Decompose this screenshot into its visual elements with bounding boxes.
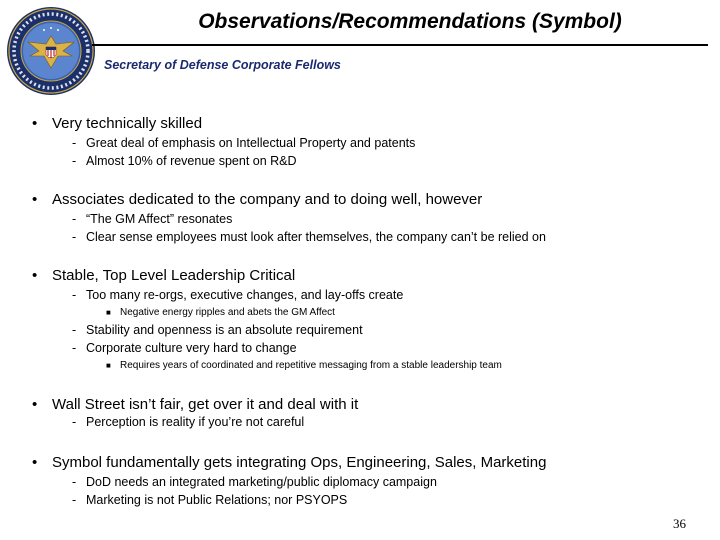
- bullet-text: Marketing is not Public Relations; nor PSYOPS: [86, 493, 348, 507]
- bullet-level3: [106, 307, 335, 318]
- bullet-text: Negative energy ripples and abets the GM Affect: [120, 307, 335, 318]
- bullet-level2: [72, 493, 347, 507]
- slide-title: Observations/Recommendations (Symbol): [198, 10, 622, 33]
- bullet-level2: [72, 323, 363, 337]
- dash-bullet-icon: -: [72, 475, 77, 489]
- bullet-text: DoD needs an integrated marketing/public diplomacy campaign: [86, 475, 437, 489]
- bullet-text: Too many re-orgs, executive changes, and lay-offs create: [86, 288, 404, 302]
- bullet-text: Stability and openness is an absolute requirement: [86, 323, 363, 337]
- bullet-dot-icon: •: [32, 115, 38, 132]
- bullet-text: Requires years of coordinated and repetitive messaging from a stable leadership team: [120, 360, 502, 371]
- bullet-level1: [32, 115, 202, 132]
- dash-bullet-icon: -: [72, 136, 77, 150]
- bullet-level3: [106, 360, 502, 371]
- bullet-text: Stable, Top Level Leadership Critical: [52, 267, 296, 284]
- bullet-level1: [32, 191, 482, 208]
- bullet-dot-icon: •: [32, 191, 38, 208]
- square-bullet-icon: ■: [106, 361, 111, 370]
- bullet-text: Associates dedicated to the company and to doing well, however: [52, 191, 483, 208]
- bullet-level1: [32, 454, 546, 471]
- bullet-text: Corporate culture very hard to change: [86, 341, 297, 355]
- bullet-level2: [72, 341, 297, 355]
- bullet-level2: [72, 136, 415, 150]
- bullet-text: Perception is reality if you’re not careful: [86, 415, 305, 429]
- dash-bullet-icon: -: [72, 341, 77, 355]
- bullet-dot-icon: •: [32, 454, 38, 471]
- bullet-text: Great deal of emphasis on Intellectual Property and patents: [86, 136, 416, 150]
- dash-bullet-icon: -: [72, 230, 77, 244]
- bullet-level2: [72, 415, 304, 429]
- dash-bullet-icon: -: [72, 415, 77, 429]
- bullet-text: Symbol fundamentally gets integrating Ops, Engineering, Sales, Marketing: [52, 454, 547, 471]
- dash-bullet-icon: -: [72, 493, 77, 507]
- bullet-level2: [72, 154, 297, 168]
- bullet-level2: [72, 288, 403, 302]
- bullet-dot-icon: •: [32, 267, 38, 284]
- bullet-text: Clear sense employees must look after themselves, the company can’t be relied on: [86, 230, 546, 244]
- bullet-level2: [72, 212, 232, 226]
- square-bullet-icon: ■: [106, 308, 111, 317]
- bullet-text: Almost 10% of revenue spent on R&D: [86, 154, 297, 168]
- dash-bullet-icon: -: [72, 288, 77, 302]
- slide-subtitle: Secretary of Defense Corporate Fellows: [104, 58, 341, 72]
- bullet-level1: [32, 267, 295, 284]
- dash-bullet-icon: -: [72, 212, 77, 226]
- bullet-level1: [32, 396, 358, 413]
- bullet-dot-icon: •: [32, 396, 38, 413]
- dash-bullet-icon: -: [72, 323, 77, 337]
- bullet-level2: [72, 230, 546, 244]
- page-number: 36: [673, 516, 686, 531]
- bullet-level2: [72, 475, 437, 489]
- bullet-text: Very technically skilled: [52, 115, 203, 132]
- bullet-text: “The GM Affect” resonates: [86, 212, 233, 226]
- dash-bullet-icon: -: [72, 154, 77, 168]
- bullet-text: Wall Street isn’t fair, get over it and deal with it: [52, 396, 359, 413]
